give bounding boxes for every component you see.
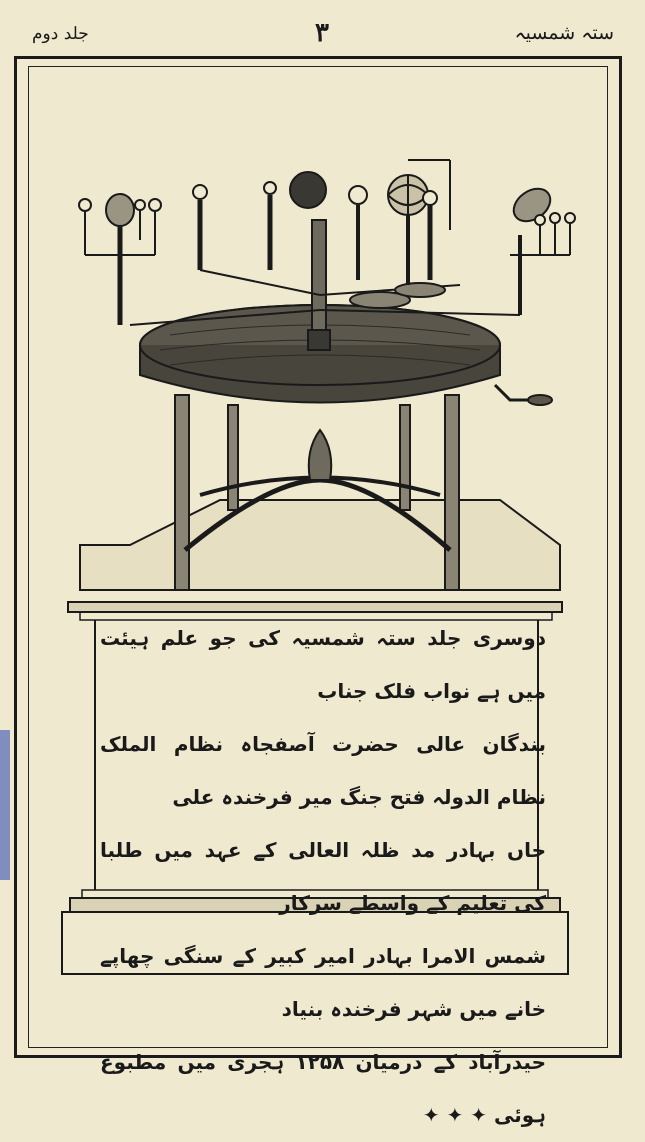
caption-line: حیدرآباد کے درمیان ۱۲۵۸ ہجری میں مطبوع ہوئی ✦ ✦ ✦ (100, 1050, 546, 1127)
caption-line: شمس الامرا بہادر امیر کبیر کے سنگی چھاپے خانے میں شہر فرخندہ بنیاد (100, 944, 546, 1021)
caption-text (100, 612, 546, 1127)
caption-line: بندگان عالی حضرت آصفجاہ نظام الملک نظام الدولہ فتح جنگ میر فرخندہ علی (100, 732, 546, 809)
volume-label: جلد دوم (32, 24, 89, 44)
caption-line: خاں بہادر مد ظلہ العالی کے عہد میں طلبا کی تعلیم کے واسطے سرکار (100, 838, 546, 915)
caption-line: دوسری جلد ستہ شمسیہ کی جو علم ہیئت میں ہے نواب فلک جناب (100, 626, 546, 703)
book-title: ستہ شمسیہ (514, 22, 614, 44)
page-number: ۳ (315, 18, 329, 48)
